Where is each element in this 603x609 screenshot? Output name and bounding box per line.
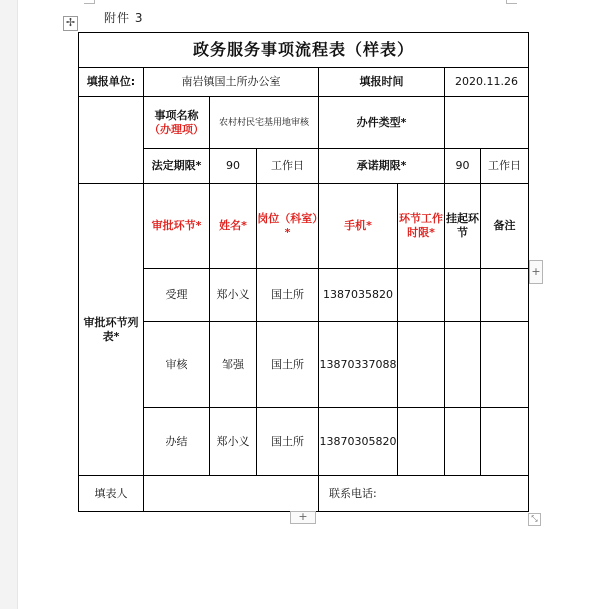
legal-limit-label: 法定期限*: [144, 149, 210, 184]
header-step: 审批环节*: [144, 184, 210, 269]
legal-limit-unit: 工作日: [257, 149, 319, 184]
legal-limit-value[interactable]: 90: [210, 149, 257, 184]
steps-list-label: 审批环节列表*: [79, 184, 144, 476]
table-row: [79, 408, 529, 476]
promise-limit-unit: 工作日: [481, 149, 529, 184]
row-name[interactable]: 郑小义: [210, 408, 257, 476]
fill-unit-value[interactable]: 南岩镇国土所办公室: [144, 68, 319, 97]
row-remark[interactable]: [481, 408, 529, 476]
row-phone[interactable]: 13870305820: [319, 408, 398, 476]
item-name-title: 事项名称: [154, 108, 199, 122]
header-suspend: 挂起环节: [445, 184, 481, 269]
page-corner-mark-left: [84, 0, 95, 4]
table-row: [79, 322, 529, 408]
contact-phone-label[interactable]: 联系电话:: [319, 476, 529, 512]
header-remark: 备注: [481, 184, 529, 269]
row-step[interactable]: 办结: [144, 408, 210, 476]
table-row: [79, 269, 529, 322]
row-step[interactable]: 受理: [144, 269, 210, 322]
handle-type-value[interactable]: [445, 97, 529, 149]
row-position[interactable]: 国土所: [257, 269, 319, 322]
row-phone[interactable]: 1387035820: [319, 269, 398, 322]
header-position: 岗位（科室）*: [257, 184, 319, 269]
row-step-time[interactable]: [398, 408, 445, 476]
row-name[interactable]: 郑小义: [210, 269, 257, 322]
promise-limit-value[interactable]: 90: [445, 149, 481, 184]
table-move-icon[interactable]: ✢: [63, 16, 78, 31]
filler-value[interactable]: [144, 476, 319, 512]
header-phone: 手机*: [319, 184, 398, 269]
item-name-sub: （办理项）: [149, 122, 204, 136]
row-remark[interactable]: [481, 322, 529, 408]
header-name: 姓名*: [210, 184, 257, 269]
row-phone[interactable]: 13870337088: [319, 322, 398, 408]
row-name[interactable]: 邹强: [210, 322, 257, 408]
row-position[interactable]: 国土所: [257, 322, 319, 408]
row-remark[interactable]: [481, 269, 529, 322]
filler-label: 填表人: [79, 476, 144, 512]
fill-unit-label: 填报单位:: [79, 68, 144, 97]
fill-time-value[interactable]: 2020.11.26: [445, 68, 529, 97]
process-form-table: [78, 32, 529, 512]
header-step-time: 环节工作时限*: [398, 184, 445, 269]
row-position[interactable]: 国土所: [257, 408, 319, 476]
item-name-value[interactable]: 农村村民宅基用地审核: [210, 97, 319, 149]
promise-limit-label: 承诺期限*: [319, 149, 445, 184]
row-step-time[interactable]: [398, 322, 445, 408]
add-column-plus-icon[interactable]: +: [529, 260, 543, 284]
handle-type-label: 办件类型*: [319, 97, 445, 149]
row-suspend[interactable]: [445, 322, 481, 408]
item-name-label: [144, 97, 210, 149]
row-step[interactable]: 审核: [144, 322, 210, 408]
empty-cell: [79, 97, 144, 184]
form-title: 政务服务事项流程表（样表）: [79, 33, 529, 68]
add-row-plus-icon[interactable]: +: [290, 511, 316, 524]
row-step-time[interactable]: [398, 269, 445, 322]
row-suspend[interactable]: [445, 408, 481, 476]
table-resize-icon[interactable]: ⤡: [528, 513, 541, 526]
page-corner-mark-right: [506, 0, 517, 4]
attachment-label: 附件 3: [104, 11, 144, 25]
fill-time-label: 填报时间: [319, 68, 445, 97]
row-suspend[interactable]: [445, 269, 481, 322]
